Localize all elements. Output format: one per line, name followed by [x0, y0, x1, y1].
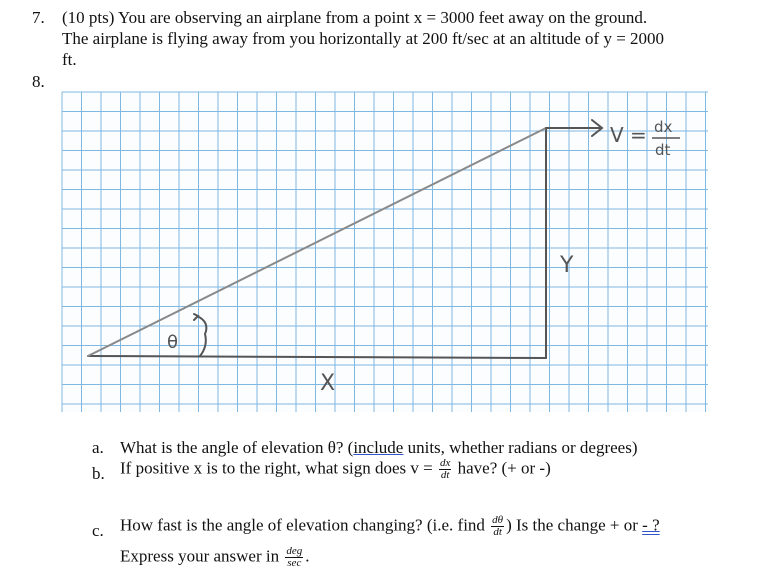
velocity-den: dt: [655, 141, 671, 159]
theta-label: θ: [167, 332, 179, 353]
velocity-num: dx: [654, 118, 673, 136]
problem-number: 7.: [32, 8, 45, 27]
velocity-label: V =: [610, 123, 647, 147]
problem-line-1: (10 pts) You are observing an airplane from a point x = 3000 feet away on the ground.: [62, 8, 648, 27]
question-c-text: How fast is the angle of elevation changing? (i.e. find $\frac{d\theta}{dt}$ ) Is the change + or - ?: [120, 514, 660, 538]
y-label: Y: [560, 253, 574, 278]
question-b-letter: b.: [92, 464, 105, 483]
b-fraction: $\frac{dx}{dt}$: [439, 457, 451, 481]
problem-line-2: The airplane is flying away from you horizontally at 200 ft/sec at an altitude of y = 2000: [62, 29, 665, 48]
question-b-text: If positive x is to the right, what sign does v = $\frac{dx}{dt}$ have? (+ or -): [120, 457, 551, 481]
next-problem-number: 8.: [32, 72, 45, 91]
c-fraction: $\frac{d\theta}{dt}$: [492, 514, 504, 538]
x-label: X: [320, 371, 336, 396]
units-fraction: $\frac{\text{deg}}{\sec}$: [286, 545, 303, 569]
question-a-letter: a.: [92, 438, 104, 457]
question-c-letter: c.: [92, 521, 104, 540]
problem-line-3: ft.: [62, 50, 77, 69]
sign-blank: - ?: [642, 515, 660, 535]
question-c-line-2: Express your answer in $\frac{\text{deg}}{\sec}$ .: [120, 545, 310, 569]
question-a-text: What is the angle of elevation θ? (include units, whether radians or degrees): [120, 438, 638, 457]
